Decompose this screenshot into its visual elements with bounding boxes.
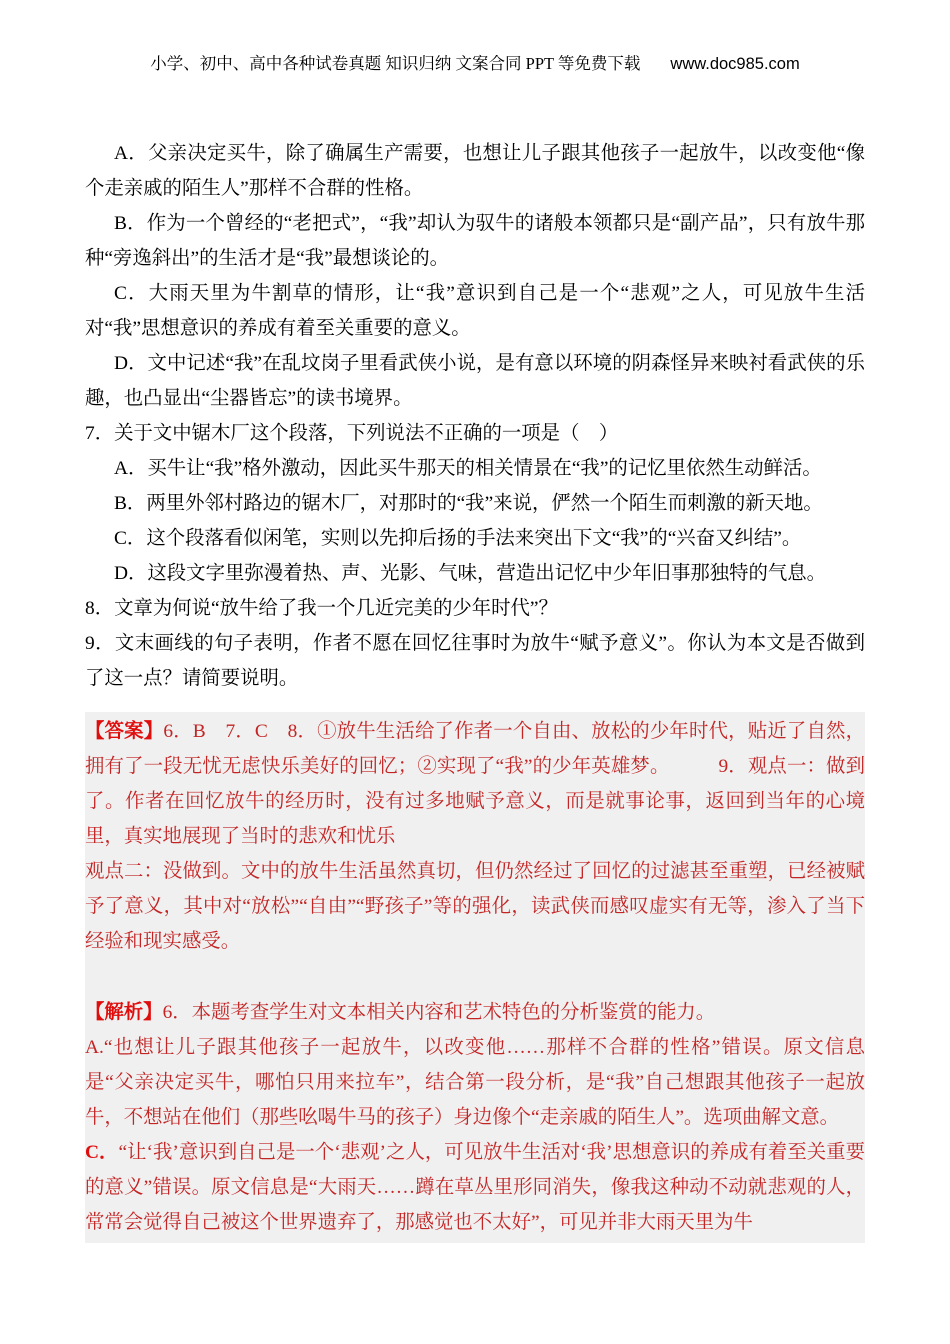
option-label: C．	[114, 528, 147, 549]
option-text: 作为一个曾经的“老把式”，“我”却认为驭牛的诸般本领都只是“副产品”，只有放牛那种“旁逸斜出”的生活才是“我”最想谈论的。	[85, 213, 865, 269]
question-8	[85, 591, 865, 626]
analysis-paragraph-a	[85, 1030, 865, 1135]
analysis-paragraph-1	[85, 995, 865, 1030]
header-slogan: 小学、初中、高中各种试卷真题 知识归纳 文案合同 PPT 等免费下载	[150, 54, 641, 73]
option-label: A．	[114, 458, 148, 479]
question-number: 8．	[85, 598, 115, 619]
option-label: C．	[114, 283, 149, 304]
answer-text: 观点二：没做到。文中的放牛生活虽然真切，但仍然经过了回忆的过滤甚至重塑，已经被赋予了意义，其中对“放松”“自由”“野孩子”等的强化，读武侠而感叹虚实有无等，渗入了当下经验和现实感受。	[85, 861, 865, 952]
page-header	[0, 0, 950, 76]
question-7-option-b	[85, 486, 865, 521]
option-text: 父亲决定买牛，除了确属生产需要，也想让儿子跟其他孩子一起放牛，以改变他“像个走亲戚的陌生人”那样不合群的性格。	[85, 143, 865, 199]
question-7-option-d	[85, 556, 865, 591]
question-6-option-b	[85, 206, 865, 276]
question-number: 7．	[85, 423, 115, 444]
question-9	[85, 626, 865, 696]
analysis-text: “也想让儿子跟其他孩子一起放牛，以改变他……那样不合群的性格”错误。原文信息是“父亲决定买牛，哪怕只用来拉车”，结合第一段分析，是“我”自己想跟其他孩子一起放牛，不想站在他们（那些吆喝牛马的孩子）身边像个“走亲戚的陌生人”。选项曲解文意。	[85, 1037, 865, 1128]
answer-paragraph-2	[85, 854, 865, 959]
question-6-option-c	[85, 276, 865, 346]
analysis-text: 6．本题考查学生对文本相关内容和艺术特色的分析鉴赏的能力。	[162, 1002, 716, 1023]
option-label: B．	[114, 493, 147, 514]
answer-analysis-block	[85, 712, 865, 1243]
question-7-stem	[85, 416, 865, 451]
question-text: 关于文中锯木厂这个段落，下列说法不正确的一项是（ ）	[114, 423, 619, 444]
answer-text: 6．B 7．C 8．①放牛生活给了作者一个自由、放松的少年时代，贴近了自然，拥有了一段无忧无虑快乐美好的回忆；②实现了“我”的少年英雄梦。 9．观点一：做到了。作者在回忆放牛的经历时，没有过多地赋予意义，而是就事论事，返回到当年的心境里，真实地展现了当时的悲欢和忧乐	[85, 721, 866, 847]
question-text: 文章为何说“放牛给了我一个几近完美的少年时代”？	[114, 598, 558, 619]
question-number: 9．	[85, 633, 115, 654]
question-6-option-d	[85, 346, 865, 416]
option-text: 文中记述“我”在乱坟岗子里看武侠小说，是有意以环境的阴森怪异来映衬看武侠的乐趣，也凸显出“尘器皆忘”的读书境界。	[85, 353, 865, 409]
question-6-option-a	[85, 136, 865, 206]
option-label: D．	[114, 563, 148, 584]
analysis-option-label: C．	[85, 1142, 119, 1163]
option-label: D．	[114, 353, 148, 374]
analysis-label: 【解析】	[85, 1002, 163, 1023]
option-text: 这个段落看似闲笔，实则以先抑后扬的手法来突出下文“我”的“兴奋又纠结”。	[146, 528, 802, 549]
answer-label: 【答案】	[85, 721, 164, 742]
option-label: B．	[114, 213, 147, 234]
question-7-option-a	[85, 451, 865, 486]
analysis-paragraph-c	[85, 1135, 865, 1240]
analysis-text: “让‘我’意识到自己是一个‘悲观’之人，可见放牛生活对‘我’思想意识的养成有着至关重要的意义”错误。原文信息是“大雨天……蹲在草丛里形同消失，像我这种动不动就悲观的人，常常会觉得自己被这个世界遗弃了，那感觉也不太好”，可见并非大雨天里为牛	[85, 1142, 865, 1233]
analysis-option-label: A.	[85, 1037, 104, 1058]
option-text: 这段文字里弥漫着热、声、光影、气味，营造出记忆中少年旧事那独特的气息。	[147, 563, 827, 584]
option-text: 两里外邻村路边的锯木厂，对那时的“我”来说，俨然一个陌生而刺激的新天地。	[146, 493, 823, 514]
option-label: A．	[114, 143, 148, 164]
option-text: 大雨天里为牛割草的情形，让“我”意识到自己是一个“悲观”之人，可见放牛生活对“我”思想意识的养成有着至关重要的意义。	[85, 283, 865, 339]
document-body	[85, 136, 865, 1243]
question-7-option-c	[85, 521, 865, 556]
question-text: 文末画线的句子表明，作者不愿在回忆往事时为放牛“赋予意义”。你认为本文是否做到了这一点？请简要说明。	[85, 633, 865, 689]
answer-paragraph-1	[85, 714, 865, 854]
option-text: 买牛让“我”格外激动，因此买牛那天的相关情景在“我”的记忆里依然生动鲜活。	[147, 458, 822, 479]
header-site-url: www.doc985.com	[670, 55, 800, 73]
